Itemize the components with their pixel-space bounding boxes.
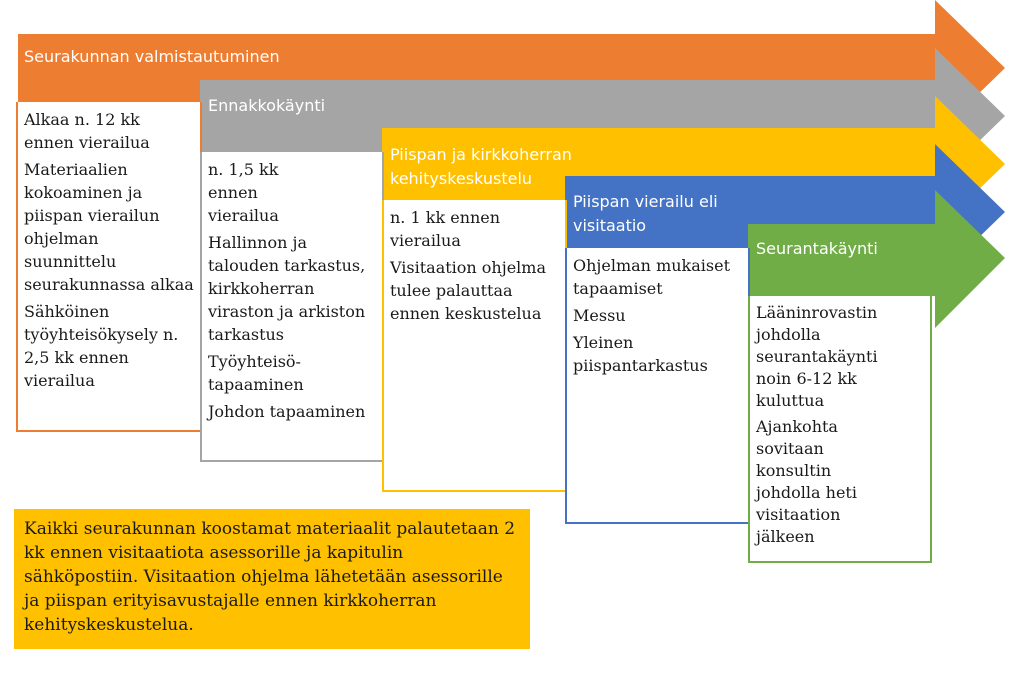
stage-2-item: n. 1,5 kk ennen vierailua (208, 160, 279, 225)
stage-4-item: Ohjelman mukaiset tapaamiset (573, 256, 731, 298)
stage-2-item: Johdon tapaaminen (208, 402, 366, 421)
stage-5-title: Seurantakäynti (756, 239, 878, 258)
stage-2-details (200, 152, 384, 462)
stage-4-item: Yleinen piispantarkastus (573, 333, 708, 375)
stage-4-item: Messu (573, 306, 626, 325)
stage-5-item: Lääninrovastin johdolla seurantakäynti noin 6-12 kk kuluttua (756, 303, 878, 410)
stage-5-details (748, 296, 932, 563)
stage-1-item: Alkaa n. 12 kk ennen vierailua (24, 110, 150, 152)
stage-1-item: Sähköinen työyhteisökysely n. 2,5 kk ennen vierailua (24, 302, 179, 390)
stage-1-details (16, 102, 202, 432)
stage-4-title: Piispan vierailu eli visitaatio (573, 192, 718, 235)
stage-2-title: Ennakkokäynti (208, 96, 326, 115)
stage-1-item: Materiaalien kokoaminen ja piispan vierailun ohjelman suunnittelu seurakunnassa alkaa (24, 160, 194, 294)
stage-3-title: Piispan ja kirkkoherran kehityskeskustelu (390, 145, 572, 188)
stage-2-item: Työyhteisö-tapaaminen (208, 352, 304, 394)
stage-3-item: Visitaation ohjelma tulee palauttaa ennen keskustelua (390, 258, 546, 323)
stage-5-item: Ajankohta sovitaan konsultin johdolla heti visitaation jälkeen (756, 417, 857, 546)
stage-3-details (382, 200, 567, 492)
stage-2-item: Hallinnon ja talouden tarkastus, kirkkoherran viraston ja arkiston tarkastus (208, 233, 366, 344)
stage-4-details (565, 248, 750, 524)
stage-3-item: n. 1 kk ennen vierailua (390, 208, 501, 250)
info-note: Kaikki seurakunnan koostamat materiaalit palautetaan 2 kk ennen visitaatiota asessorille ja kapitulin sähköpostiin. Visitaation ohjelma lähetetään asessorille ja piispan erityisavustajalle ennen kirkkoherran kehityskeskustelua. (14, 509, 530, 649)
stage-1-title: Seurakunnan valmistautuminen (24, 47, 280, 66)
